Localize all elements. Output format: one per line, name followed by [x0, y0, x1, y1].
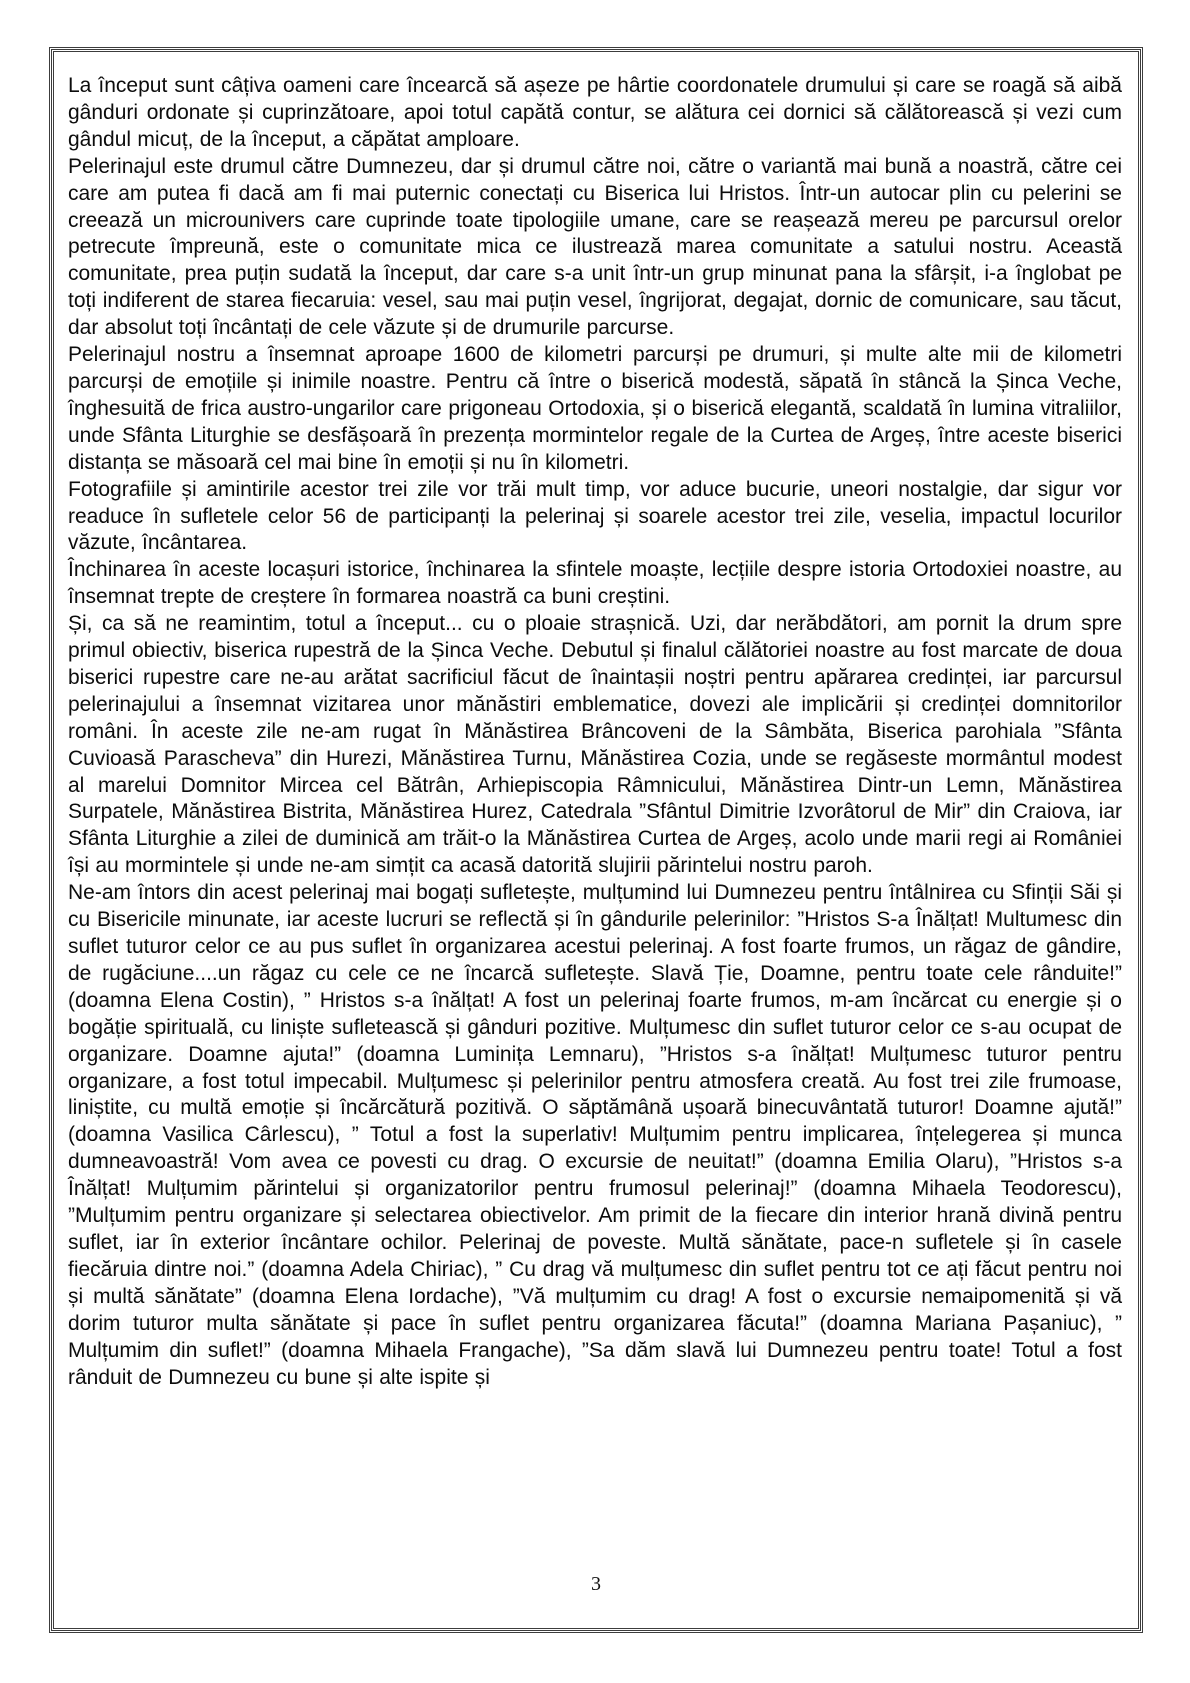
- paragraph: Închinarea în aceste locașuri istorice, închinarea la sfintele moaște, lecțiile despre istoria Ortodoxiei noastre, au însemnat trepte de creștere în formarea noastră ca buni creștini.: [68, 558, 1122, 609]
- paragraph: Ne-am întors din acest pelerinaj mai bogați sufletește, mulțumind lui Dumnezeu pentru întâlnirea cu Sfinții Săi și cu Bisericile minunate, iar aceste lucruri se reflectă și în gândurile pelerinilor: ”Hristos S-a Înălțat! Multumesc din suflet tuturor celor ce au pus suflet în organizarea acestui pelerinaj. A fost foarte frumos, un răgaz de gândire, de rugăciune....un răgaz cu cele ce ne încarcă sufletește. Slavă Ție, Doamne, pentru toate cele rânduite!” (doamna Elena Costin), ” Hristos s-a înălțat! A fost un pelerinaj foarte frumos, m-am încărcat cu energie și o bogăție spirituală, cu liniște sufletească și gânduri pozitive. Mulțumesc din suflet tuturor celor ce s-au ocupat de organizare. Doamne ajuta!” (doamna Luminița Lemnaru), ”Hristos s-a înălțat! Mulțumesc tuturor pentru organizare, a fost totul impecabil. Mulțumesc și pelerinilor pentru atmosfera creată. Au fost trei zile frumoase, liniștite, cu multă emoție și încărcătură pozitivă. O săptămână ușoară binecuvântată tuturor! Doamne ajută!” (doamna Vasilica Cârlescu), ” Totul a fost la superlativ! Mulțumim pentru implicarea, înțelegerea și munca dumneavoastră! Vom avea ce povesti cu drag. O excursie de neuitat!” (doamna Emilia Olaru), ”Hristos s-a Înălțat! Mulțumim părintelui și organizatorilor pentru frumosul pelerinaj!” (doamna Mihaela Teodorescu), ”Mulțumim pentru organizare și selectarea obiectivelor. Am primit de la fiecare din interior hrană divină pentru suflet, iar în exterior încântare ochilor. Pelerinaj de poveste. Multă sănătate, pace-n sufletele și în casele fiecăruia dintre noi.” (doamna Adela Chiriac), ” Cu drag vă mulțumesc din suflet pentru tot ce ați făcut pentru noi și multă sănătate” (doamna Elena Iordache), ”Vă mulțumim cu drag! A fost o excursie nemaipomenită și vă dorim tuturor multa sănătate și pace în suflet pentru organizarea făcuta!” (doamna Mariana Pașaniuc), ” Mulțumim din suflet!” (doamna Mihaela Frangache), ”Sa dăm slavă lui Dumnezeu pentru toate! Totul a fost rânduit de Dumnezeu cu bune și alte ispite și: [68, 881, 1122, 1389]
- paragraph: Pelerinajul nostru a însemnat aproape 1600 de kilometri parcurși pe drumuri, și multe alte mii de kilometri parcurși de emoțiile și inimile noastre. Pentru că între o biserică modestă, săpată în stâncă la Șinca Veche, înghesuită de frica austro-ungarilor care prigoneau Ortodoxia, și o biserică elegantă, scaldată în lumina vitraliilor, unde Sfânta Liturghie se desfășoară în prezența mormintelor regale de la Curtea de Argeș, între aceste biserici distanța se măsoară cel mai bine în emoții și nu în kilometri.: [68, 343, 1122, 474]
- page-border-middle: [51, 49, 1141, 1631]
- page-number: 3: [591, 1573, 601, 1595]
- paragraph: Fotografiile și amintirile acestor trei zile vor trăi mult timp, vor aduce bucurie, uneori nostalgie, dar sigur vor readuce în sufletele celor 56 de participanți la pelerinaj și soarele acestor trei zile, veselia, impactul locurilor văzute, încântarea.: [68, 477, 1122, 555]
- paragraph: Și, ca să ne reamintim, totul a început... cu o ploaie strașnică. Uzi, dar nerăbdători, am pornit la drum spre primul obiectiv, biserica rupestră de la Șinca Veche. Debutul și finalul călătoriei noastre au fost marcate de doua biserici rupestre care ne-au arătat sacrificiul făcut de înaintașii noștri pentru apărarea credinței, iar parcursul pelerinajului a însemnat vizitarea unor mănăstiri emblematice, dovezi ale implicării și credinței domnitorilor români. În aceste zile ne-am rugat în Mănăstirea Brâncoveni de la Sâmbăta, Biserica parohiala ”Sfânta Cuvioasă Parascheva” din Hurezi, Mănăstirea Turnu, Mănăstirea Cozia, unde se regăseste mormântul modest al marelui Domnitor Mircea cel Bătrân, Arhiepiscopia Râmnicului, Mănăstirea Dintr-un Lemn, Mănăstirea Surpatele, Mănăstirea Bistrita, Mănăstirea Hurez, Catedrala ”Sfântul Dimitrie Izvorâtorul de Mir” din Craiova, iar Sfânta Liturghie a zilei de duminică am trăit-o la Mănăstirea Curtea de Argeș, acolo unde marii regi ai României își au mormintele și unde ne-am simțit ca acasă datorită slujirii părintelui nostru paroh.: [68, 612, 1122, 878]
- page-border-outer: [49, 47, 1143, 1633]
- paragraph: Pelerinajul este drumul către Dumnezeu, dar și drumul către noi, către o variantă mai bună a noastră, către cei care am putea fi dacă am fi mai puternic conectați cu Biserica lui Hristos. Într-un autocar plin cu pelerini se creează un microunivers care cuprinde toate tipologiile umane, care se reașează mereu pe parcursul orelor petrecute împreună, este o comunitate mica ce ilustrează marea comunitate a satului nostru. Această comunitate, prea puțin sudată la început, dar care s-a unit într-un grup minunat pana la sfârșit, i-a înglobat pe toți indiferent de starea fiecaruia: vesel, sau mai puțin vesel, îngrijorat, degajat, dornic de comunicare, sau tăcut, dar absolut toți încântați de cele văzute și de drumurile parcurse.: [68, 154, 1122, 340]
- document-body: [68, 73, 1122, 1391]
- paragraph: La început sunt câțiva oameni care încearcă să așeze pe hârtie coordonatele drumului și care se roagă să aibă gânduri ordonate și cuprinzătoare, apoi totul capătă contur, se alătura cei dornici să călătorească și vezi cum gândul micuț, de la început, a căpătat amploare.: [68, 74, 1122, 151]
- document-page: [53, 51, 1139, 1629]
